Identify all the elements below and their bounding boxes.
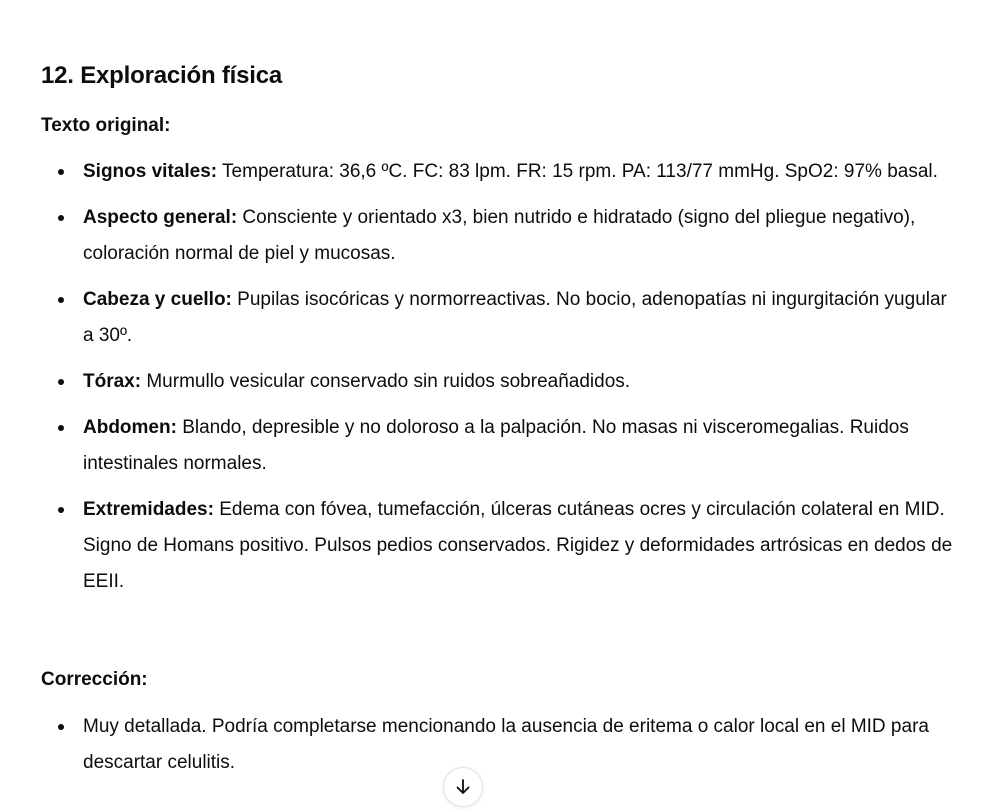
original-findings-list xyxy=(41,154,961,610)
list-item xyxy=(41,709,961,781)
arrow-down-icon xyxy=(453,777,473,797)
list-item xyxy=(41,154,961,190)
correction-heading: Corrección: xyxy=(41,669,148,690)
correction-list xyxy=(41,709,961,791)
item-label: Aspecto general: xyxy=(83,207,238,228)
item-text: Consciente y orientado x3, bien nutrido e hidratado (signo del pliegue negativo), coloración normal de piel y mucosas. xyxy=(83,207,916,264)
item-text: Murmullo vesicular conservado sin ruidos sobreañadidos. xyxy=(141,371,631,392)
item-label: Extremidades: xyxy=(83,499,214,520)
list-item xyxy=(41,200,961,272)
item-label: Tórax: xyxy=(83,371,142,392)
item-text: Muy detallada. Podría completarse mencionando la ausencia de eritema o calor local en el MID para descartar celulitis. xyxy=(83,716,929,773)
item-text: Blando, depresible y no doloroso a la palpación. No masas ni visceromegalias. Ruidos intestinales normales. xyxy=(83,417,909,474)
list-item xyxy=(41,282,961,354)
item-text: Temperatura: 36,6 ºC. FC: 83 lpm. FR: 15 rpm. PA: 113/77 mmHg. SpO2: 97% basal. xyxy=(217,161,938,182)
list-item xyxy=(41,410,961,482)
item-label: Cabeza y cuello: xyxy=(83,289,232,310)
item-text: Pupilas isocóricas y normorreactivas. No bocio, adenopatías ni ingurgitación yugular a 30º. xyxy=(83,289,947,346)
item-label: Signos vitales: xyxy=(83,161,218,182)
list-item xyxy=(41,364,961,400)
section-title: 12. Exploración física xyxy=(41,62,283,89)
scroll-to-bottom-button[interactable] xyxy=(443,767,483,807)
original-text-heading: Texto original: xyxy=(41,115,171,136)
list-item xyxy=(41,492,961,600)
item-text: Edema con fóvea, tumefacción, úlceras cutáneas ocres y circulación colateral en MID. Signo de Homans positivo. Pulsos pedios conservados. Rigidez y deformidades artrósicas en dedos de EEII. xyxy=(83,499,953,592)
item-label: Abdomen: xyxy=(83,417,177,438)
